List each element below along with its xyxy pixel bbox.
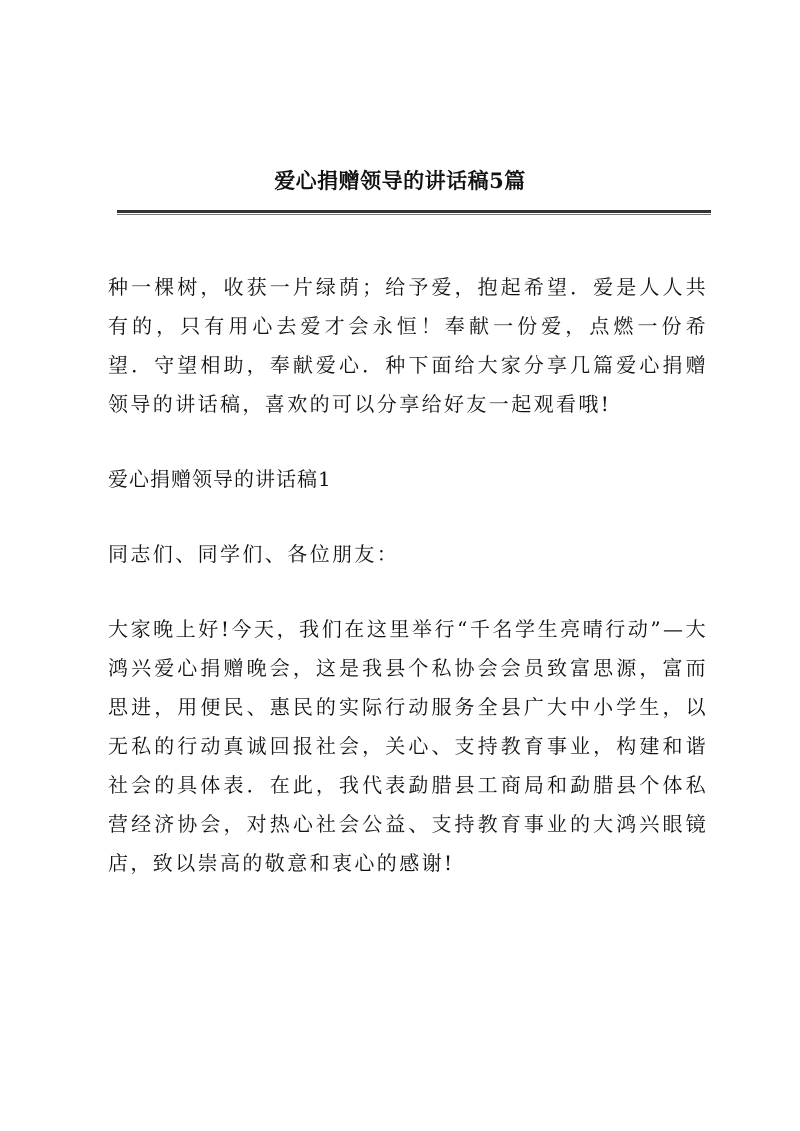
intro-paragraph: 种一棵树，收获一片绿荫；给予爱，抱起希望．爱是人人共有的，只有用心去爱才会永恒！奉献一份爱，点燃一份希望．守望相助，奉献爱心．种下面给大家分享几篇爱心捐赠领导的讲话稿，喜欢的可以分享给好友一起观看哦! bbox=[108, 275, 708, 416]
body-paragraph: 大家晚上好!今天，我们在这里举行“千名学生亮晴行动”—大鸿兴爱心捐赠晚会，这是我县个私协会会员致富思源，富而思进，用便民、惠民的实际行动服务全县广大中小学生，以无私的行动真诚回报社会，关心、支持教育事业，构建和谐社会的具体表．在此，我代表勐腊县工商局和勐腊县个体私营经济协会，对热心社会公益、支持教育事业的大鸿兴眼镜店，致以崇高的敬意和衷心的感谢! bbox=[108, 617, 708, 875]
document-body bbox=[108, 268, 708, 919]
title-divider bbox=[117, 210, 711, 213]
title-divider-thin bbox=[117, 214, 711, 215]
salutation: 同志们、同学们、各位朋友： bbox=[108, 542, 400, 566]
document-title: 爱心捐赠领导的讲话稿5篇 bbox=[274, 168, 526, 193]
section-heading: 爱心捐赠领导的讲话稿1 bbox=[108, 467, 332, 491]
